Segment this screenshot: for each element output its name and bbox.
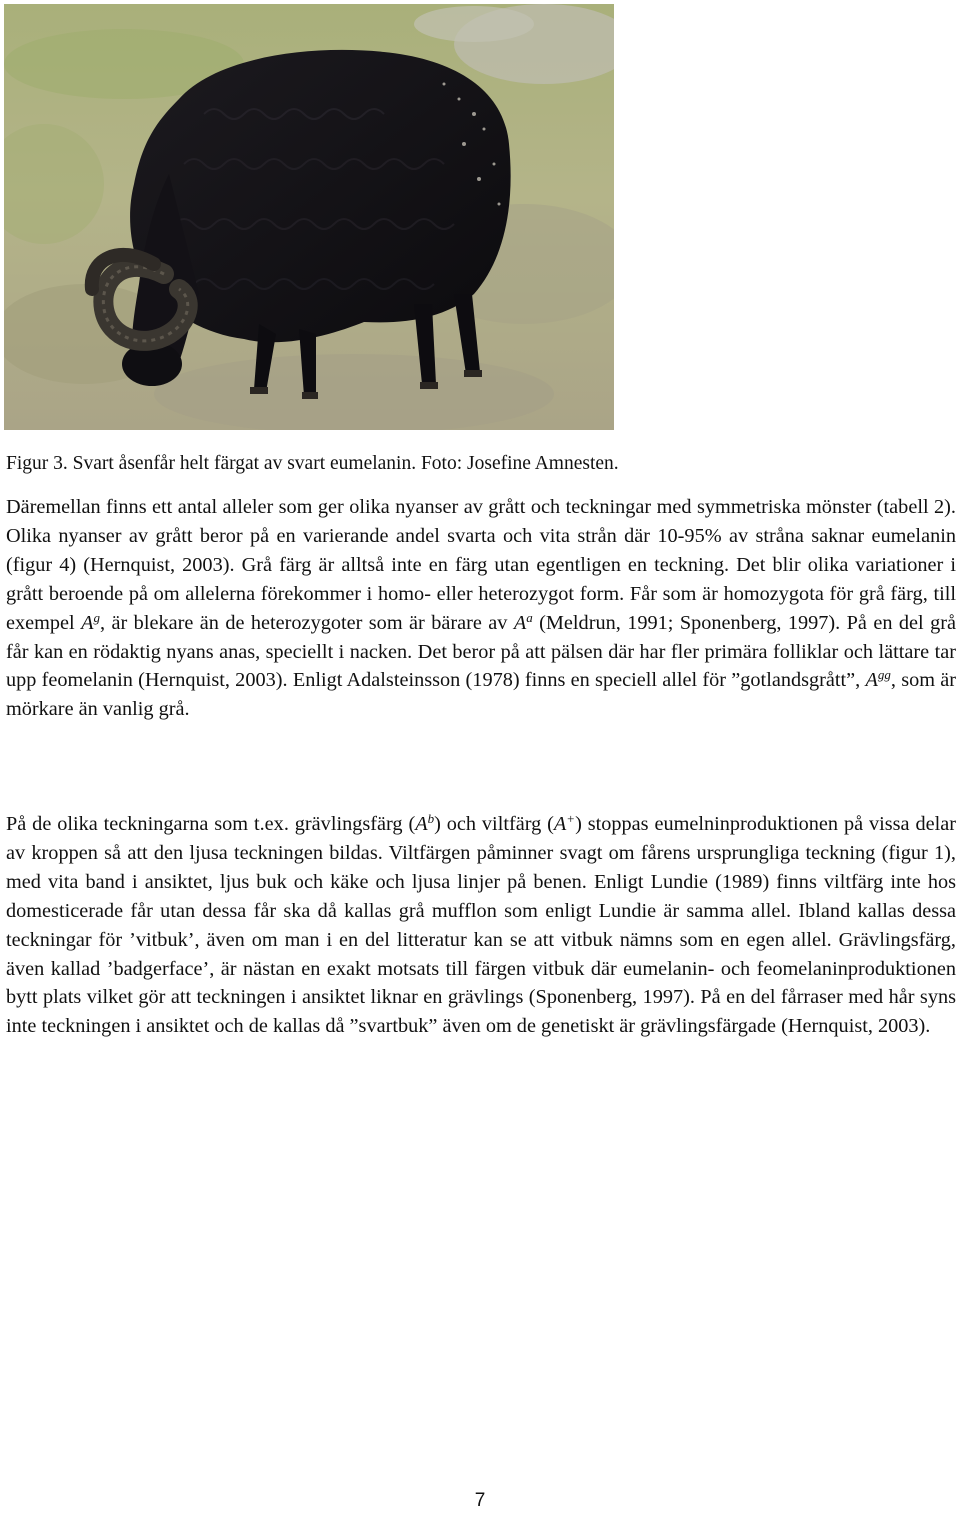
allele-superscript: a: [526, 609, 533, 625]
black-ram-grazing-photo: [4, 4, 614, 430]
text-run: På de olika teckningarna som t.ex. grävlingsfärg (: [6, 813, 416, 835]
allele-superscript: b: [427, 811, 435, 826]
page-number: 7: [474, 1490, 486, 1511]
figure-caption: Figur 3. Svart åsenfår helt färgat av svart eumelanin. Foto: Josefine Amnesten.: [6, 453, 619, 474]
allele-symbol: A: [513, 611, 527, 634]
text-run: Däremellan finns ett antal alleler som ger olika nyanser av grått och teckningar med symmetriska mönster (tabell 2). Olika nyanser av grått beror på en varierande andel svarta och vita strån där 10-95% av stråna saknar eumelanin (figur 4) (Hernquist, 2003). Grå färg är alltså inte en färg utan egentligen en teckning. Det blir olika variationer i grått beroende på om allelerna förekommer i homo- eller heterozygot form. Får som är homozygota för grå färg, till exempel: [6, 496, 956, 634]
allele-symbol: A: [553, 813, 567, 835]
paragraph-grey-shades: [6, 493, 956, 724]
text-run: , är blekare än de heterozygoter som är bärare av: [100, 611, 514, 634]
text-run: ) och viltfärg (: [434, 813, 554, 835]
allele-superscript: gg: [877, 667, 891, 683]
text-run: ) stoppas eumelninproduktionen på vissa delar av kroppen så att den ljusa teckningen bildas. Viltfärgen påminner svagt om fårens ursprungliga teckning (figur 1), med vita band i ansiktet, ljus buk och käke och ljusa linjer på benen. Enligt Lundie (1989) finns viltfärg inte hos domesticerade får utan dessa får ska då kallas grå mufflon som enligt Lundie är samma allel. Ibland kallas dessa teckningar för ’vitbuk’, även om man i en del litteratur kan se att vitbuk nämns som en egen allel. Grävlingsfärg, även kallad ’badgerface’, är nästan en exakt motsats till färgen vitbuk där eumelanin- och feomelaninproduktionen bytt plats vilket gör att teckningen i ansiktet liknar en grävlings (Sponenberg, 1997). På en del fårraser med hår syns inte teckningen i ansiktet och de kallas då ”svartbuk” även om de genetiskt är grävlingsfärgade (Hernquist, 2003).: [6, 813, 956, 1038]
allele-symbol: A: [865, 669, 878, 692]
paragraph-markings: [6, 810, 956, 1041]
allele-symbol: A: [415, 813, 428, 835]
text-run: (Meldrun, 1991; Sponenberg, 1997). På en del grå får kan en rödaktig nyans anas, speciellt i nacken. Det beror på att pälsen där har fler primära folliklar och lättare tar upp feomelanin (Hernquist, 2003). Enligt Adalsteinsson (1978) finns en speciell allel för ”gotlandsgrått”,: [6, 611, 956, 692]
allele-superscript: +: [566, 811, 576, 826]
allele-superscript: g: [93, 609, 101, 625]
allele-symbol: A: [81, 611, 94, 634]
text-run: , som är mörkare än vanlig grå.: [6, 669, 956, 721]
